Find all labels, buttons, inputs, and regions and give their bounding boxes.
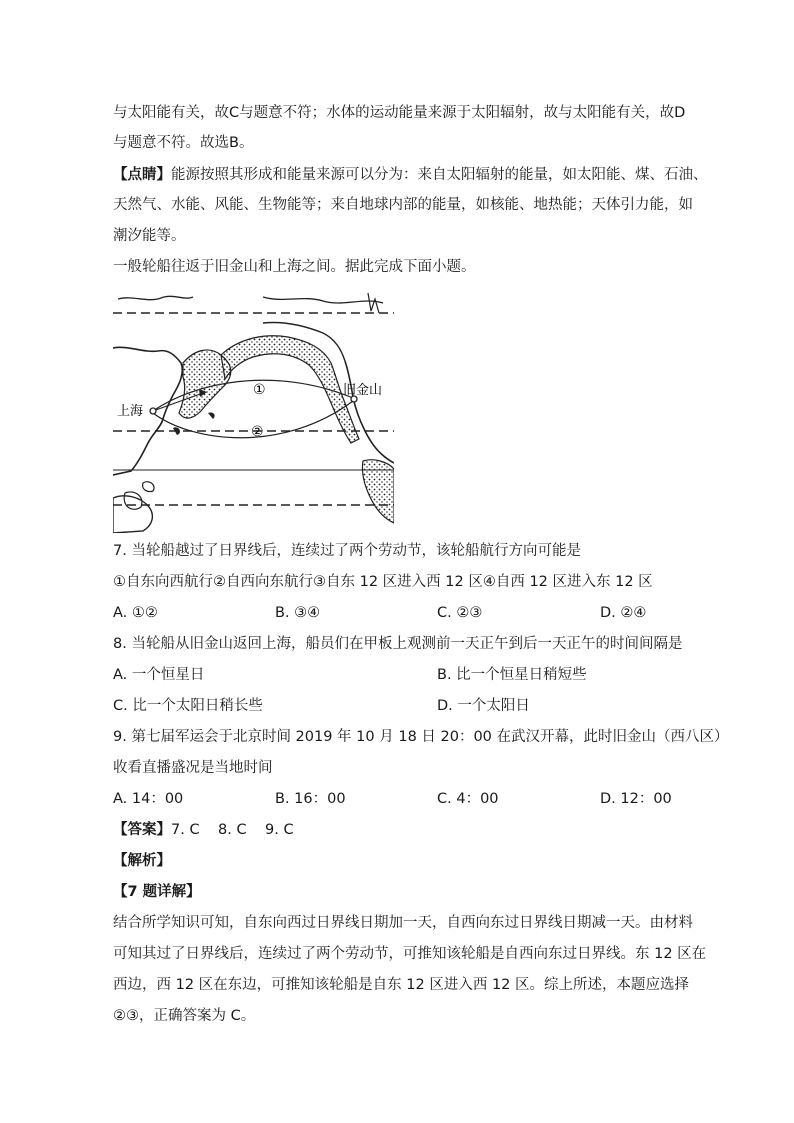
q7-items: ①自东向西航行②自西向东航行③自东 12 区进入西 12 区④自西 12 区进入东 12 区: [113, 574, 653, 590]
q9-option-b: B. 16：00: [275, 791, 346, 807]
text-line: 一般轮船往返于旧金山和上海之间。据此完成下面小题。: [113, 259, 476, 275]
answer-tag: 【答案】: [113, 822, 171, 838]
analysis-text: 结合所学知识可知，自东向西过日界线日期加一天，自西向东过日界线日期减一天。由材料: [113, 915, 693, 931]
q9-stem: 收看直播盛况是当地时间: [113, 760, 273, 776]
answer-line: [113, 820, 294, 840]
route-1-label: ①: [253, 382, 266, 398]
q9-option-c: C. 4：00: [437, 791, 499, 807]
analysis-text: 西边，西 12 区在东边，可推知该轮船是自东 12 区进入西 12 区。综上所述，本题应选择: [113, 977, 690, 993]
q8-option-c: C. 比一个太阳日稍长些: [113, 698, 263, 714]
tip-line: [113, 165, 708, 185]
text-line: 潮汐能等。: [113, 228, 186, 244]
sf-label: 旧金山: [343, 383, 383, 398]
q8-option-b: B. 比一个恒星日稍短些: [437, 667, 587, 683]
q7-option-d: D. ②④: [600, 605, 647, 621]
q8-stem: 8. 当轮船从旧金山返回上海，船员们在甲板上观测前一天正午到后一天正午的时间间隔是: [113, 636, 683, 652]
q9-stem: 9. 第七届军运会于北京时间 2019 年 10 月 18 日 20：00 在武汉开幕，此时旧金山（西八区）: [113, 729, 729, 745]
text-line: 与太阳能有关，故C与题意不符；水体的运动能量来源于太阳辐射，故与太阳能有关，故D: [113, 105, 686, 121]
answer-text: 7. C 8. C 9. C: [171, 822, 294, 838]
text-line: 与题意不符。故选B。: [113, 135, 254, 151]
q8-option-d: D. 一个太阳日: [437, 698, 530, 714]
tip-text: 能源按照其形成和能量来源可以分为：来自太阳辐射的能量，如太阳能、煤、石油、: [171, 167, 708, 183]
analysis-text: 可知其过了日界线后，连续过了两个劳动节，可推知该轮船是自西向东过日界线。东 12 区在: [113, 946, 707, 962]
q8-option-a: A. 一个恒星日: [113, 667, 205, 683]
analysis-text: ②③，正确答案为 C。: [113, 1008, 256, 1024]
shanghai-dot: [150, 408, 156, 414]
text-line: 天然气、水能、风能、生物能等；来自地球内部的能量，如核能、地热能；天体引力能，如: [113, 197, 693, 213]
q9-option-d: D. 12：00: [600, 791, 672, 807]
analysis-tag: 【解析】: [113, 853, 171, 869]
route-2-label: ②: [251, 424, 264, 440]
q7-option-b: B. ③④: [275, 605, 321, 621]
q7-option-c: C. ②③: [437, 605, 483, 621]
q9-option-a: A. 14：00: [113, 791, 184, 807]
shanghai-label: 上海: [117, 404, 144, 419]
pacific-map-figure: [113, 293, 394, 533]
q7-option-a: A. ①②: [113, 605, 158, 621]
tip-tag: 【点睛】: [113, 167, 171, 183]
q7-stem: 7. 当轮船越过了日界线后，连续过了两个劳动节，该轮船航行方向可能是: [113, 543, 581, 559]
analysis-subtitle: 【7 题详解】: [113, 884, 201, 900]
